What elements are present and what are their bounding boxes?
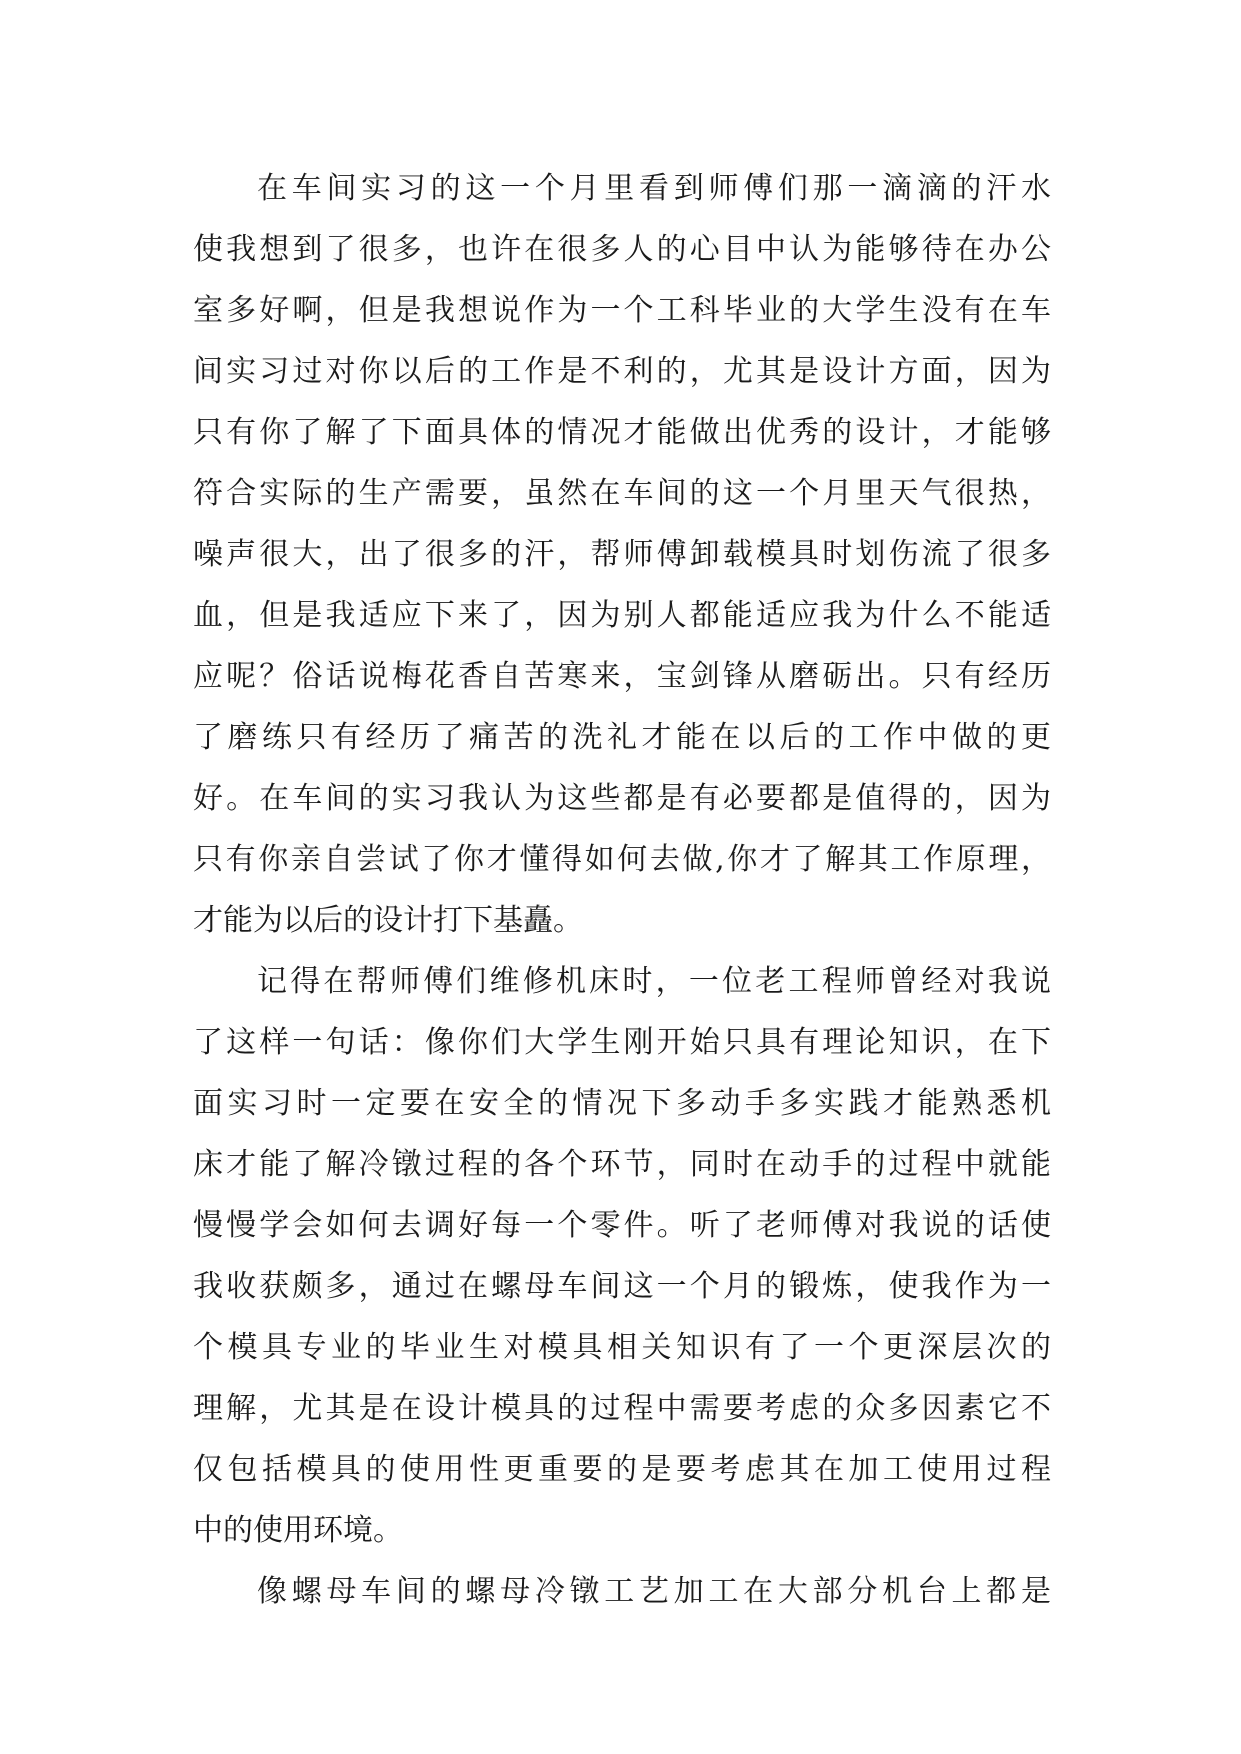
text-line: 间实习过对你以后的工作是不利的，尤其是设计方面，因为 [193, 354, 1051, 389]
text-line: 使我想到了很多，也许在很多人的心目中认为能够待在办公 [193, 232, 1051, 267]
text-line: 记得在帮师傅们维修机床时，一位老工程师曾经对我说 [257, 964, 1051, 999]
paragraph-3 [193, 1561, 1051, 1622]
paragraph-2 [193, 951, 1051, 1561]
text-line: 仅包括模具的使用性更重要的是要考虑其在加工使用过程 [193, 1452, 1051, 1487]
text-line: 床才能了解冷镦过程的各个环节，同时在动手的过程中就能 [193, 1147, 1051, 1182]
text-line: 在车间实习的这一个月里看到师傅们那一滴滴的汗水 [257, 171, 1051, 206]
text-line: 理解，尤其是在设计模具的过程中需要考虑的众多因素它不 [193, 1391, 1051, 1426]
text-line: 血，但是我适应下来了，因为别人都能适应我为什么不能适 [193, 598, 1051, 633]
text-line: 应呢？俗话说梅花香自苦寒来，宝剑锋从磨砺出。只有经历 [193, 659, 1051, 694]
text-line: 我收获颇多，通过在螺母车间这一个月的锻炼，使我作为一 [193, 1269, 1051, 1304]
paragraph-1 [193, 158, 1051, 951]
text-line: 只有你了解了下面具体的情况才能做出优秀的设计，才能够 [193, 415, 1051, 450]
text-line: 噪声很大，出了很多的汗，帮师傅卸载模具时划伤流了很多 [193, 537, 1051, 572]
text-line: 了磨练只有经历了痛苦的洗礼才能在以后的工作中做的更 [193, 720, 1051, 755]
text-line: 才能为以后的设计打下基矗。 [193, 903, 583, 938]
text-line: 面实习时一定要在安全的情况下多动手多实践才能熟悉机 [193, 1086, 1051, 1121]
document-body [193, 158, 1051, 1622]
text-line: 了这样一句话：像你们大学生刚开始只具有理论知识，在下 [193, 1025, 1051, 1060]
text-line: 室多好啊，但是我想说作为一个工科毕业的大学生没有在车 [193, 293, 1051, 328]
text-line: 符合实际的生产需要，虽然在车间的这一个月里天气很热， [193, 476, 1051, 511]
text-line: 慢慢学会如何去调好每一个零件。听了老师傅对我说的话使 [193, 1208, 1051, 1243]
text-line: 好。在车间的实习我认为这些都是有必要都是值得的，因为 [193, 781, 1051, 816]
text-line: 只有你亲自尝试了你才懂得如何去做,你才了解其工作原理， [193, 842, 1051, 877]
text-line: 像螺母车间的螺母冷镦工艺加工在大部分机台上都是 [257, 1574, 1051, 1609]
text-line: 个模具专业的毕业生对模具相关知识有了一个更深层次的 [193, 1330, 1051, 1365]
text-line: 中的使用环境。 [193, 1513, 403, 1548]
